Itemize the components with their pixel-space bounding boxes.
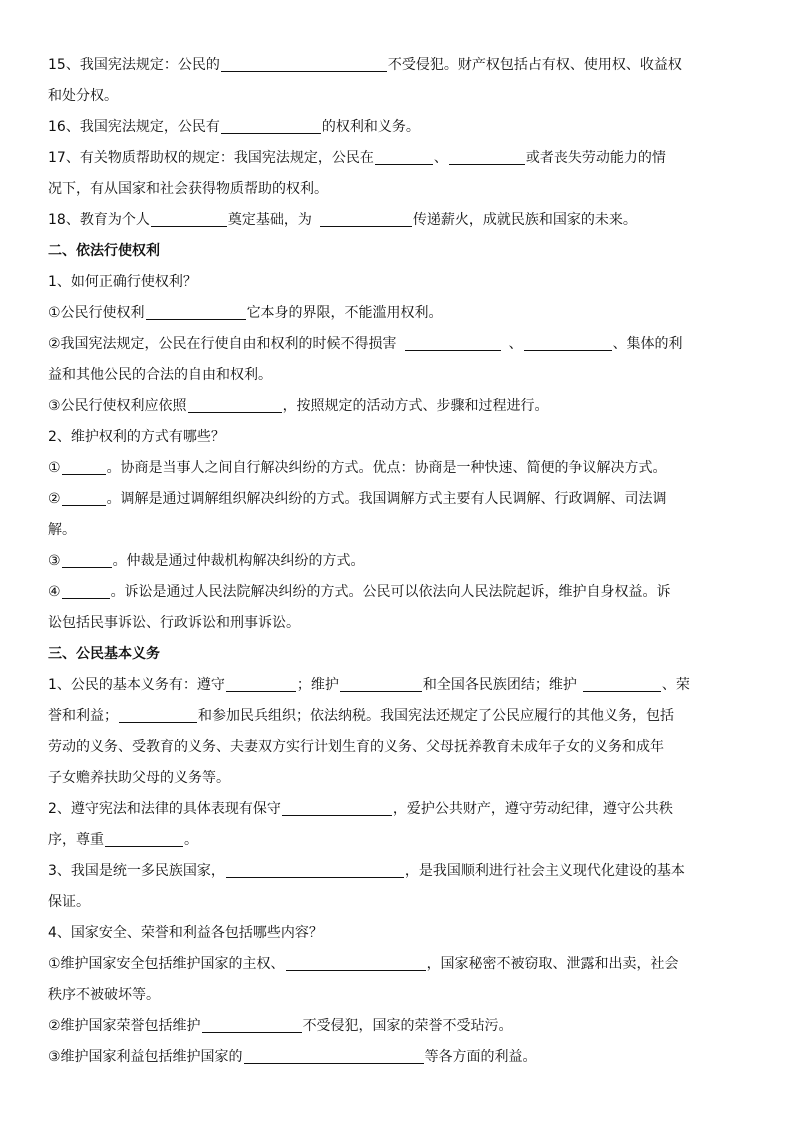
s3-q1-line-4 xyxy=(48,763,746,794)
q17-text-a: 17、有关物质帮助权的规定：我国宪法规定，公民在 xyxy=(48,150,374,166)
s2-q1-point1 xyxy=(48,298,746,329)
s3-q1-blank-2[interactable] xyxy=(340,676,422,692)
section2-heading: 二、依法行使权利 xyxy=(48,243,160,259)
s2-q2-method4-line-1 xyxy=(48,577,746,608)
q15-line-1 xyxy=(48,50,746,81)
circle-num-4: ④ xyxy=(48,584,61,600)
q16-blank[interactable] xyxy=(221,118,321,134)
s3-q4-point3 xyxy=(48,1042,746,1073)
s2-q2-m4-text-c: 讼包括民事诉讼、行政诉讼和刑事诉讼。 xyxy=(48,615,300,631)
s2-q1-p2-text-d: 益和其他公民的合法的自由和权利。 xyxy=(48,367,272,383)
circle-num-3: ③ xyxy=(48,553,61,569)
s3-q4-title: 4、国家安全、荣誉和利益各包括哪些内容？ xyxy=(48,925,323,941)
s3-q1-line-2 xyxy=(48,701,746,732)
q17-text-b: 、 xyxy=(433,150,448,166)
s2-q1-p3-text-b: ，按照规定的活动方式、步骤和过程进行。 xyxy=(282,398,549,414)
s3-q1-blank-1[interactable] xyxy=(226,676,296,692)
q18-text-c: 传递薪火，成就民族和国家的未来。 xyxy=(412,212,637,228)
q15-text-b: 不受侵犯。财产权包括占有权、使用权、收益权 xyxy=(387,57,682,73)
q16-text-a: 16、我国宪法规定，公民有 xyxy=(48,119,220,135)
s3-q3-line-2 xyxy=(48,887,746,918)
q17-line-1 xyxy=(48,143,746,174)
s3-q3-text-a: 3、我国是统一多民族国家， xyxy=(48,863,225,879)
circle-num-1: ① xyxy=(48,460,61,476)
s3-q1-text-b: ；维护 xyxy=(296,677,339,693)
s2-q1-p1-text-b: 它本身的界限，不能滥用权利。 xyxy=(246,305,443,321)
s3-q1-text-h: 子女赡养扶助父母的义务等。 xyxy=(48,770,230,786)
s3-q3-text-b: ，是我国顺利进行社会主义现代化建设的基本 xyxy=(404,863,685,879)
s3-q4-p1-text-c: 秩序不被破坏等。 xyxy=(48,987,160,1003)
s2-q1-p2-text-c: 、集体的利 xyxy=(612,336,683,352)
s3-q4-p2-blank[interactable] xyxy=(202,1017,302,1033)
s3-q2-text-d: 。 xyxy=(184,832,198,848)
s3-q2-text-c: 序，尊重 xyxy=(48,832,104,848)
s3-q1-text-f: 和参加民兵组织；依法纳税。我国宪法还规定了公民应履行的其他义务，包括 xyxy=(198,708,674,724)
q18-line xyxy=(48,205,746,236)
s3-q2-line-1 xyxy=(48,794,746,825)
s2-q2-m4-blank[interactable] xyxy=(62,583,110,599)
s3-q1-text-a: 1、公民的基本义务有：遵守 xyxy=(48,677,225,693)
s3-q4-p1-text-b: ，国家秘密不被窃取、泄露和出卖，社会 xyxy=(426,956,679,972)
s2-q2-m3-text: 。仲裁是通过仲裁机构解决纠纷的方式。 xyxy=(112,553,365,569)
s2-q2-method4-line-2 xyxy=(48,608,746,639)
s3-q1-blank-4[interactable] xyxy=(119,707,197,723)
q18-text-b: 奠定基础，为 xyxy=(227,212,312,228)
s2-q2-title: 2、维护权利的方式有哪些？ xyxy=(48,429,225,445)
q15-blank[interactable] xyxy=(221,56,387,72)
s2-q1-p1-blank[interactable] xyxy=(146,304,246,320)
q16-line xyxy=(48,112,746,143)
s3-q4-p1-blank[interactable] xyxy=(286,955,426,971)
s2-q2-m1-text: 。协商是当事人之间自行解决纠纷的方式。优点：协商是一种快速、简便的争议解决方式。 xyxy=(106,460,667,476)
q18-text-a: 18、教育为个人 xyxy=(48,212,150,228)
s3-q2-line-2 xyxy=(48,825,746,856)
s2-q1-p2-blank-1[interactable] xyxy=(405,335,501,351)
q17-text-c: 或者丧失劳动能力的情 xyxy=(525,150,666,166)
q15-text-a: 15、我国宪法规定：公民的 xyxy=(48,57,220,73)
s2-q1-p3-blank[interactable] xyxy=(188,397,282,413)
s3-q1-line-1 xyxy=(48,670,746,701)
q16-text-b: 的权利和义务。 xyxy=(321,119,420,135)
s2-q1-title: 1、如何正确行使权利？ xyxy=(48,274,197,290)
s2-q2-m2-text: 。调解是通过调解组织解决纠纷的方式。我国调解方式主要有人民调解、行政调解、司法调 xyxy=(106,491,667,507)
s3-q4-p1-text-a: ①维护国家安全包括维护国家的主权、 xyxy=(48,956,285,972)
s3-q3-text-c: 保证。 xyxy=(48,894,90,910)
section3-heading: 三、公民基本义务 xyxy=(48,646,160,662)
s3-q1-blank-3[interactable] xyxy=(583,676,661,692)
circle-num-2: ② xyxy=(48,491,61,507)
q15-text-c: 和处分权。 xyxy=(48,88,118,104)
s2-q1-point3 xyxy=(48,391,746,422)
q17-blank-2[interactable] xyxy=(449,149,525,165)
q17-text-d: 况下，有从国家和社会获得物质帮助的权利。 xyxy=(48,181,328,197)
s3-q4-p3-text-a: ③维护国家利益包括维护国家的 xyxy=(48,1049,243,1065)
s3-q4-p3-text-b: 等各方面的利益。 xyxy=(424,1049,537,1065)
s3-q4-p2-text-a: ②维护国家荣誉包括维护 xyxy=(48,1018,201,1034)
s3-q4-point2 xyxy=(48,1011,746,1042)
s2-q1-p2-text-b: 、 xyxy=(508,336,523,352)
s3-q2-blank-2[interactable] xyxy=(105,831,183,847)
s3-q1-line-3 xyxy=(48,732,746,763)
s2-q2-m2-blank[interactable] xyxy=(62,490,106,506)
s3-q2-text-b: ，爱护公共财产，遵守劳动纪律，遵守公共秩 xyxy=(392,801,673,817)
s2-q2-m2-text-c: 解。 xyxy=(48,522,76,538)
s2-q1-p3-text-a: ③公民行使权利应依照 xyxy=(48,398,187,414)
q17-line-2 xyxy=(48,174,746,205)
q18-blank-2[interactable] xyxy=(320,211,412,227)
s3-q1-text-d: 、荣 xyxy=(661,677,690,693)
q18-blank-1[interactable] xyxy=(151,211,227,227)
s2-q1-p2-text-a: ②我国宪法规定，公民在行使自由和权利的时候不得损害 xyxy=(48,336,397,352)
s3-q2-blank-1[interactable] xyxy=(282,800,392,816)
s3-q1-text-g: 劳动的义务、受教育的义务、夫妻双方实行计划生育的义务、父母抚养教育未成年子女的义务和成年 xyxy=(48,739,664,755)
s3-q3-line-1 xyxy=(48,856,746,887)
s2-q1-point2-line-2 xyxy=(48,360,746,391)
s3-q3-blank[interactable] xyxy=(226,862,404,878)
s2-q2-m4-text: 。诉讼是通过人民法院解决纠纷的方式。公民可以依法向人民法院起诉，维护自身权益。诉 xyxy=(110,584,671,600)
s2-q2-method2-line-1 xyxy=(48,484,746,515)
s3-q2-text-a: 2、遵守宪法和法律的具体表现有保守 xyxy=(48,801,281,817)
s2-q2-method2-line-2 xyxy=(48,515,746,546)
s2-q2-m3-blank[interactable] xyxy=(62,552,112,568)
s2-q1-p1-text-a: ①公民行使权利 xyxy=(48,305,145,321)
s3-q4-p2-text-b: 不受侵犯，国家的荣誉不受玷污。 xyxy=(302,1018,513,1034)
q17-blank-1[interactable] xyxy=(375,149,433,165)
s2-q2-method3 xyxy=(48,546,746,577)
q15-line-2 xyxy=(48,81,746,112)
s3-q1-text-c: 和全国各民族团结；维护 xyxy=(422,677,577,693)
s3-q4-point1-line-1 xyxy=(48,949,746,980)
s3-q4-point1-line-2 xyxy=(48,980,746,1011)
s3-q1-text-e: 誉和利益； xyxy=(48,708,118,724)
s2-q1-p2-blank-2[interactable] xyxy=(524,335,612,351)
s2-q2-m1-blank[interactable] xyxy=(62,459,106,475)
s3-q4-p3-blank[interactable] xyxy=(244,1048,424,1064)
s2-q1-point2-line-1 xyxy=(48,329,746,360)
s2-q2-method1 xyxy=(48,453,746,484)
